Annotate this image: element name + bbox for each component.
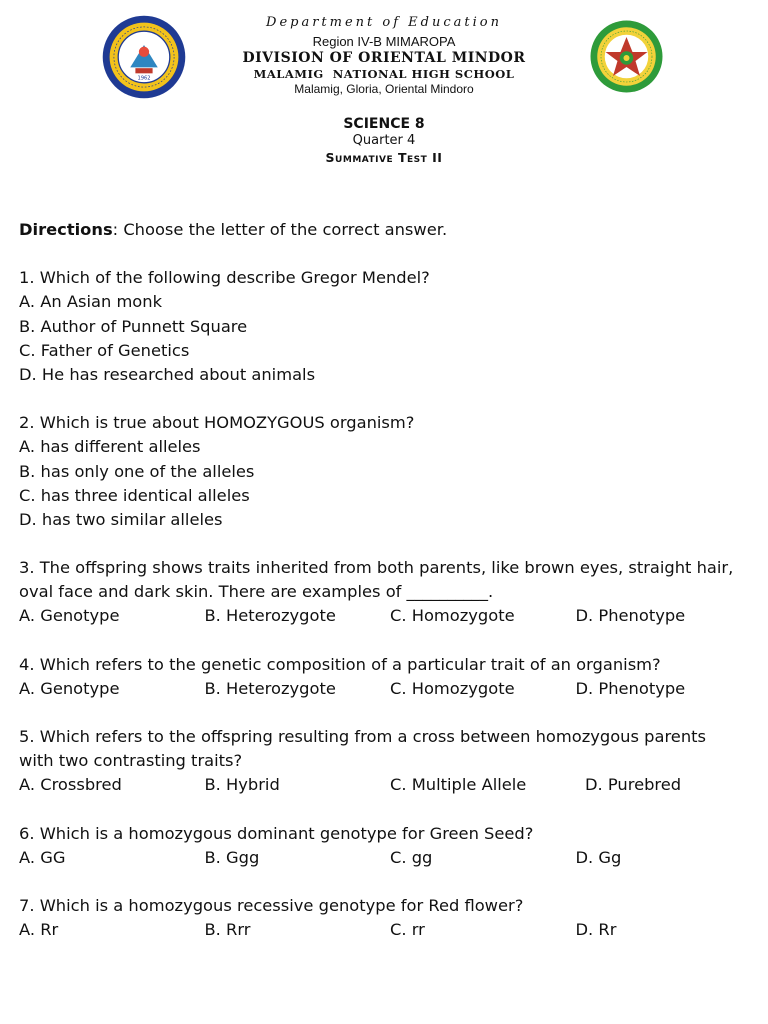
question-4-choice-c[interactable]: C. Homozygote (390, 678, 515, 698)
department-title: Department of Education (266, 15, 502, 30)
test-body (19, 218, 759, 942)
question-7-choice-a[interactable]: A. Rr (19, 920, 59, 940)
question-3-stem-line-2: oval face and dark skin. There are examples of __________. (19, 582, 494, 602)
question-5-choice-a[interactable]: A. Crossbred (19, 775, 122, 795)
directions-text: : Choose the letter of the correct answer. (112, 220, 448, 239)
question-3-choice-d[interactable]: D. Phenotype (575, 606, 686, 626)
question-5-stem-line-2: with two contrasting traits? (19, 751, 243, 771)
question-7-choice-b[interactable]: B. Rrr (204, 920, 251, 940)
question-6-choice-b[interactable]: B. Ggg (204, 847, 260, 867)
test-title: Summative Test II (325, 150, 443, 165)
question-2-choice-a[interactable]: A. has different alleles (19, 437, 201, 457)
question-2-stem: 2. Which is true about HOMOZYGOUS organism? (19, 413, 415, 433)
question-2-choice-c[interactable]: C. has three identical alleles (19, 485, 250, 505)
question-1-stem: 1. Which of the following describe Gregor Mendel? (19, 268, 430, 288)
question-4-choice-a[interactable]: A. Genotype (19, 678, 120, 698)
question-6-choice-a[interactable]: A. GG (19, 847, 66, 867)
directions-label: Directions (19, 220, 113, 239)
question-3-choice-b[interactable]: B. Heterozygote (204, 606, 336, 626)
division-label: DIVISION OF ORIENTAL MINDOR (242, 50, 526, 66)
question-6-choices (19, 846, 759, 870)
question-2-choice-d[interactable]: D. has two similar alleles (19, 509, 223, 529)
question-4-choices (19, 677, 759, 701)
question-3-choice-a[interactable]: A. Genotype (19, 606, 120, 626)
svg-text:1962: 1962 (137, 75, 151, 82)
directions (19, 218, 759, 242)
question-1-choice-a[interactable]: A. An Asian monk (19, 292, 163, 312)
region-label: Region IV-B MIMAROPA (312, 34, 456, 49)
question-6-stem: 6. Which is a homozygous dominant genotype for Green Seed? (19, 823, 534, 843)
question-1-choice-c[interactable]: C. Father of Genetics (19, 340, 190, 360)
question-7-choice-c[interactable]: C. rr (390, 920, 425, 940)
question-5-choice-c[interactable]: C. Multiple Allele (390, 775, 527, 795)
question-4-stem: 4. Which refers to the genetic composition of a particular trait of an organism? (19, 654, 661, 674)
question-5-choice-d[interactable]: D. Purebred (585, 775, 682, 795)
question-7-choice-d[interactable]: D. Rr (575, 920, 617, 940)
question-5-choice-b[interactable]: B. Hybrid (204, 775, 280, 795)
school-name: MALAMIG NATIONAL HIGH SCHOOL (253, 67, 515, 81)
question-7-stem: 7. Which is a homozygous recessive genotype for Red flower? (19, 895, 524, 915)
school-address: Malamig, Gloria, Oriental Mindoro (294, 82, 474, 96)
question-4-choice-d[interactable]: D. Phenotype (575, 678, 686, 698)
question-1-choice-b[interactable]: B. Author of Punnett Square (19, 316, 248, 336)
question-3-stem-line-1: 3. The offspring shows traits inherited from both parents, like brown eyes, straight hair, (19, 558, 734, 578)
question-7-choices (19, 918, 759, 942)
question-6-choice-d[interactable]: D. Gg (575, 847, 622, 867)
question-3-choice-c[interactable]: C. Homozygote (390, 606, 515, 626)
question-6-choice-c[interactable]: C. gg (390, 847, 433, 867)
question-2-choice-b[interactable]: B. has only one of the alleles (19, 461, 255, 481)
question-1-choice-d[interactable]: D. He has researched about animals (19, 364, 316, 384)
question-5-choices (19, 773, 759, 797)
quarter-label: Quarter 4 (352, 133, 416, 148)
subject-title: SCIENCE 8 (343, 116, 425, 132)
question-3-choices (19, 604, 759, 628)
question-4-choice-b[interactable]: B. Heterozygote (204, 678, 336, 698)
question-5-stem-line-1: 5. Which refers to the offspring resulting from a cross between homozygous parents (19, 727, 707, 746)
